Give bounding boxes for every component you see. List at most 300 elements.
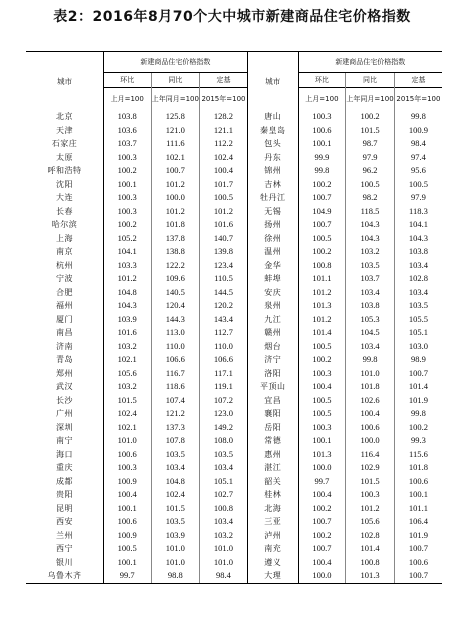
fixed-base-value-left: 120.2	[200, 299, 248, 313]
yoy-value-left: 111.6	[151, 137, 200, 151]
mom-value-left: 100.3	[103, 461, 151, 475]
city-name-right: 平顶山	[247, 380, 298, 394]
fixed-base-value-right: 118.3	[394, 205, 442, 219]
yoy-value-left: 98.8	[151, 569, 200, 583]
fixed-base-value-left: 101.0	[200, 556, 248, 570]
yoy-value-right: 105.6	[346, 515, 395, 529]
fixed-base-base-right: 2015年=100	[394, 88, 442, 111]
mom-value-left: 100.3	[103, 151, 151, 165]
fixed-base-value-left: 143.4	[200, 313, 248, 327]
mom-value-right: 100.5	[298, 232, 346, 246]
mom-value-left: 101.6	[103, 326, 151, 340]
city-name-right: 遵义	[247, 556, 298, 570]
fixed-base-base-left: 2015年=100	[200, 88, 248, 111]
yoy-value-right: 102.8	[346, 529, 395, 543]
yoy-value-right: 118.5	[346, 205, 395, 219]
city-name-left: 南昌	[55, 328, 73, 337]
fixed-base-value-right: 98.9	[394, 353, 442, 367]
yoy-value-right: 101.5	[346, 124, 395, 138]
city-name-right: 桂林	[247, 488, 298, 502]
yoy-value-left: 107.4	[151, 394, 200, 408]
city-name-left: 南宁	[55, 436, 73, 445]
fixed-base-value-left: 105.1	[200, 475, 248, 489]
fixed-base-value-right: 100.2	[394, 421, 442, 435]
yoy-value-left: 138.8	[151, 245, 200, 259]
table-row	[26, 326, 442, 340]
table-row	[26, 394, 442, 408]
table-row	[26, 340, 442, 354]
yoy-value-left: 103.4	[151, 461, 200, 475]
city-name-right: 扬州	[247, 218, 298, 232]
city-name-left: 深圳	[55, 422, 73, 432]
fixed-base-value-left: 144.5	[200, 286, 248, 300]
yoy-value-left: 137.3	[151, 421, 200, 435]
mom-value-right: 99.7	[298, 475, 346, 489]
table-row	[26, 232, 442, 246]
mom-value-right: 101.3	[298, 448, 346, 462]
fixed-base-value-right: 104.3	[394, 232, 442, 246]
city-name-right: 三亚	[247, 515, 298, 529]
yoy-value-right: 100.2	[346, 110, 395, 124]
mom-value-right: 100.4	[298, 380, 346, 394]
city-name-left: 青岛	[55, 355, 73, 364]
city-name-right: 无锡	[247, 205, 298, 219]
mom-value-left: 100.3	[103, 191, 151, 205]
yoy-value-left: 106.6	[151, 353, 200, 367]
city-name-right: 牡丹江	[247, 191, 298, 205]
city-name-right: 烟台	[247, 340, 298, 354]
yoy-value-right: 100.8	[346, 556, 395, 570]
mom-value-right: 100.2	[298, 529, 346, 543]
fixed-base-value-right: 103.5	[394, 299, 442, 313]
table-row	[26, 515, 442, 529]
table-row	[26, 218, 442, 232]
mom-value-right: 100.7	[298, 542, 346, 556]
fixed-base-header-left: 定基	[200, 73, 248, 88]
yoy-value-right: 103.4	[346, 340, 395, 354]
mom-value-right: 100.3	[298, 421, 346, 435]
fixed-base-value-left: 101.2	[200, 205, 248, 219]
fixed-base-value-left: 100.4	[200, 164, 248, 178]
mom-base-right: 上月=100	[298, 88, 346, 111]
fixed-base-value-left: 119.1	[200, 380, 248, 394]
yoy-value-right: 103.2	[346, 245, 395, 259]
mom-value-right: 101.4	[298, 326, 346, 340]
yoy-value-left: 107.8	[151, 434, 200, 448]
yoy-value-left: 102.4	[151, 488, 200, 502]
fixed-base-value-left: 112.2	[200, 137, 248, 151]
yoy-value-left: 140.5	[151, 286, 200, 300]
table-row	[26, 151, 442, 165]
yoy-value-right: 101.3	[346, 569, 395, 583]
mom-value-left: 100.4	[103, 488, 151, 502]
table-row	[26, 529, 442, 543]
index-group-header-right: 新建商品住宅价格指数	[298, 52, 442, 73]
mom-value-left: 101.2	[103, 272, 151, 286]
city-name-right: 九江	[247, 313, 298, 327]
yoy-value-left: 120.4	[151, 299, 200, 313]
mom-base-left: 上月=100	[103, 88, 151, 111]
yoy-value-right: 104.5	[346, 326, 395, 340]
city-name-left: 大连	[55, 193, 73, 202]
mom-value-right: 99.9	[298, 151, 346, 165]
fixed-base-value-left: 139.8	[200, 245, 248, 259]
price-index-table	[26, 51, 442, 584]
city-name-left: 西安	[55, 517, 73, 526]
fixed-base-value-right: 103.4	[394, 286, 442, 300]
fixed-base-value-right: 100.7	[394, 569, 442, 583]
yoy-value-left: 100.0	[151, 191, 200, 205]
yoy-value-right: 103.7	[346, 272, 395, 286]
fixed-base-value-left: 117.1	[200, 367, 248, 381]
city-name-left: 福州	[55, 301, 73, 310]
mom-value-right: 100.5	[298, 394, 346, 408]
fixed-base-value-right: 101.9	[394, 394, 442, 408]
table-row	[26, 569, 442, 583]
fixed-base-value-left: 128.2	[200, 110, 248, 124]
yoy-value-left: 101.2	[151, 205, 200, 219]
mom-value-right: 100.5	[298, 407, 346, 421]
mom-value-left: 102.1	[103, 353, 151, 367]
city-name-right: 安庆	[247, 286, 298, 300]
city-name-right: 泉州	[247, 299, 298, 313]
yoy-value-right: 103.5	[346, 259, 395, 273]
yoy-value-right: 96.2	[346, 164, 395, 178]
yoy-value-left: 121.0	[151, 124, 200, 138]
mom-value-left: 100.6	[103, 515, 151, 529]
city-name-left: 广州	[55, 409, 73, 418]
yoy-value-left: 103.9	[151, 529, 200, 543]
city-name-left: 哈尔滨	[51, 220, 78, 229]
mom-value-right: 100.6	[298, 124, 346, 138]
city-name-right: 金华	[247, 259, 298, 273]
fixed-base-value-right: 100.1	[394, 488, 442, 502]
fixed-base-value-left: 102.4	[200, 151, 248, 165]
fixed-base-value-right: 115.6	[394, 448, 442, 462]
city-name-left: 重庆	[55, 463, 73, 472]
table-row	[26, 475, 442, 489]
city-name-left: 宁波	[55, 274, 73, 283]
table-row	[26, 461, 442, 475]
yoy-value-right: 98.2	[346, 191, 395, 205]
city-name-right: 惠州	[247, 448, 298, 462]
city-name-right: 包头	[247, 137, 298, 151]
fixed-base-value-right: 98.4	[394, 137, 442, 151]
table-row	[26, 380, 442, 394]
mom-value-left: 99.7	[103, 569, 151, 583]
fixed-base-value-left: 103.4	[200, 515, 248, 529]
yoy-value-right: 104.3	[346, 232, 395, 246]
yoy-value-right: 101.5	[346, 475, 395, 489]
yoy-value-right: 101.2	[346, 502, 395, 516]
table-row	[26, 137, 442, 151]
yoy-value-left: 101.0	[151, 542, 200, 556]
yoy-value-left: 125.8	[151, 110, 200, 124]
yoy-value-left: 100.7	[151, 164, 200, 178]
yoy-value-right: 103.4	[346, 286, 395, 300]
fixed-base-value-left: 149.2	[200, 421, 248, 435]
fixed-base-value-left: 103.2	[200, 529, 248, 543]
mom-value-left: 103.2	[103, 340, 151, 354]
yoy-header-left: 同比	[151, 73, 200, 88]
fixed-base-value-left: 106.6	[200, 353, 248, 367]
table-title: 表2：2016年8月70个大中城市新建商品住宅价格指数	[53, 9, 411, 25]
fixed-base-value-left: 101.6	[200, 218, 248, 232]
city-name-left: 乌鲁木齐	[26, 569, 103, 583]
mom-value-left: 102.1	[103, 421, 151, 435]
fixed-base-value-right: 102.8	[394, 272, 442, 286]
yoy-value-right: 101.4	[346, 542, 395, 556]
fixed-base-value-left: 108.0	[200, 434, 248, 448]
yoy-header-right: 同比	[346, 73, 395, 88]
mom-value-left: 101.5	[103, 394, 151, 408]
yoy-value-right: 99.8	[346, 353, 395, 367]
city-name-left: 沈阳	[55, 179, 73, 189]
city-name-left: 成都	[55, 476, 73, 486]
city-name-right: 洛阳	[247, 367, 298, 381]
table-row	[26, 286, 442, 300]
yoy-value-left: 113.0	[151, 326, 200, 340]
table-row	[26, 434, 442, 448]
mom-value-left: 103.3	[103, 259, 151, 273]
yoy-value-left: 101.8	[151, 218, 200, 232]
fixed-base-value-right: 99.8	[394, 407, 442, 421]
mom-value-left: 102.4	[103, 407, 151, 421]
fixed-base-value-right: 100.7	[394, 367, 442, 381]
table-row	[26, 124, 442, 138]
mom-value-left: 105.2	[103, 232, 151, 246]
city-name-left: 天津	[55, 125, 73, 135]
mom-value-right: 100.0	[298, 569, 346, 583]
fixed-base-value-left: 100.5	[200, 191, 248, 205]
fixed-base-value-left: 123.0	[200, 407, 248, 421]
city-name-right: 襄阳	[247, 407, 298, 421]
city-name-left: 郑州	[55, 368, 73, 378]
city-name-right: 赣州	[247, 326, 298, 340]
city-name-left: 厦门	[55, 314, 73, 324]
yoy-value-right: 104.3	[346, 218, 395, 232]
mom-value-right: 100.3	[298, 110, 346, 124]
fixed-base-value-left: 110.0	[200, 340, 248, 354]
fixed-base-value-right: 100.6	[394, 475, 442, 489]
yoy-value-right: 100.4	[346, 407, 395, 421]
yoy-value-right: 116.4	[346, 448, 395, 462]
mom-value-left: 103.9	[103, 313, 151, 327]
fixed-base-value-right: 103.4	[394, 259, 442, 273]
mom-value-right: 101.2	[298, 313, 346, 327]
yoy-value-left: 118.6	[151, 380, 200, 394]
table-row	[26, 245, 442, 259]
table-row	[26, 556, 442, 570]
yoy-value-left: 110.0	[151, 340, 200, 354]
fixed-base-header-right: 定基	[394, 73, 442, 88]
city-name-right: 丹东	[247, 151, 298, 165]
mom-value-left: 100.5	[103, 542, 151, 556]
fixed-base-value-right: 100.5	[394, 178, 442, 192]
yoy-value-left: 116.7	[151, 367, 200, 381]
table-row	[26, 313, 442, 327]
yoy-value-left: 103.5	[151, 448, 200, 462]
fixed-base-value-left: 98.4	[200, 569, 248, 583]
mom-value-left: 103.8	[103, 110, 151, 124]
city-name-right: 常德	[247, 434, 298, 448]
mom-value-right: 100.7	[298, 218, 346, 232]
city-name-right: 济宁	[247, 353, 298, 367]
table-row	[26, 205, 442, 219]
mom-value-right: 101.1	[298, 272, 346, 286]
mom-value-right: 100.4	[298, 556, 346, 570]
mom-value-left: 100.9	[103, 529, 151, 543]
mom-value-left: 100.1	[103, 556, 151, 570]
city-name-right: 温州	[247, 245, 298, 259]
fixed-base-value-right: 101.1	[394, 502, 442, 516]
city-name-right: 秦皇岛	[247, 124, 298, 138]
mom-value-left: 104.3	[103, 299, 151, 313]
city-name-right: 唐山	[247, 110, 298, 124]
mom-value-right: 100.2	[298, 502, 346, 516]
table-row	[26, 367, 442, 381]
yoy-value-right: 103.8	[346, 299, 395, 313]
fixed-base-value-left: 121.1	[200, 124, 248, 138]
mom-value-right: 100.5	[298, 340, 346, 354]
mom-value-right: 100.1	[298, 434, 346, 448]
mom-value-left: 104.1	[103, 245, 151, 259]
city-name-left: 石家庄	[51, 139, 78, 148]
table-row	[26, 421, 442, 435]
fixed-base-value-right: 95.6	[394, 164, 442, 178]
city-name-right: 吉林	[247, 178, 298, 192]
fixed-base-value-left: 112.7	[200, 326, 248, 340]
fixed-base-value-right: 99.3	[394, 434, 442, 448]
city-name-left: 武汉	[55, 382, 73, 391]
fixed-base-value-left: 103.4	[200, 461, 248, 475]
mom-value-left: 100.9	[103, 475, 151, 489]
city-name-right: 南充	[247, 542, 298, 556]
table-row	[26, 259, 442, 273]
mom-value-left: 100.6	[103, 448, 151, 462]
yoy-value-left: 104.8	[151, 475, 200, 489]
mom-value-right: 100.2	[298, 353, 346, 367]
fixed-base-value-left: 123.4	[200, 259, 248, 273]
yoy-value-left: 103.5	[151, 515, 200, 529]
yoy-value-left: 109.6	[151, 272, 200, 286]
yoy-value-left: 122.2	[151, 259, 200, 273]
city-name-right: 大理	[247, 569, 298, 583]
mom-value-left: 100.1	[103, 178, 151, 192]
city-column-header-left: 城市	[26, 52, 103, 111]
mom-value-left: 103.6	[103, 124, 151, 138]
yoy-value-right: 102.6	[346, 394, 395, 408]
city-name-left: 南京	[55, 247, 73, 256]
yoy-value-left: 121.2	[151, 407, 200, 421]
mom-value-right: 100.7	[298, 515, 346, 529]
mom-value-right: 100.2	[298, 245, 346, 259]
fixed-base-value-right: 105.5	[394, 313, 442, 327]
mom-value-left: 104.8	[103, 286, 151, 300]
fixed-base-value-left: 102.7	[200, 488, 248, 502]
yoy-value-right: 105.3	[346, 313, 395, 327]
table-row	[26, 488, 442, 502]
mom-header-left: 环比	[103, 73, 151, 88]
mom-value-left: 100.3	[103, 205, 151, 219]
fixed-base-value-right: 103.8	[394, 245, 442, 259]
mom-value-left: 100.1	[103, 502, 151, 516]
yoy-base-left: 上年同月=100	[151, 88, 200, 111]
fixed-base-value-right: 101.8	[394, 461, 442, 475]
table-row	[26, 407, 442, 421]
fixed-base-value-right: 100.9	[394, 124, 442, 138]
fixed-base-value-right: 100.6	[394, 556, 442, 570]
mom-value-right: 104.9	[298, 205, 346, 219]
fixed-base-value-right: 101.4	[394, 380, 442, 394]
mom-value-right: 100.1	[298, 137, 346, 151]
yoy-value-right: 100.5	[346, 178, 395, 192]
table-row	[26, 164, 442, 178]
mom-value-right: 100.4	[298, 488, 346, 502]
yoy-value-left: 101.2	[151, 178, 200, 192]
mom-value-right: 100.3	[298, 367, 346, 381]
city-name-left: 北京	[55, 112, 73, 121]
mom-value-right: 101.3	[298, 299, 346, 313]
city-name-left: 呼和浩特	[47, 166, 82, 175]
city-column-header-right: 城市	[247, 52, 298, 111]
mom-value-left: 103.2	[103, 380, 151, 394]
city-name-left: 杭州	[55, 260, 73, 270]
yoy-value-left: 101.0	[151, 556, 200, 570]
fixed-base-value-left: 107.2	[200, 394, 248, 408]
yoy-value-right: 101.0	[346, 367, 395, 381]
yoy-value-right: 97.9	[346, 151, 395, 165]
fixed-base-value-right: 104.1	[394, 218, 442, 232]
fixed-base-value-right: 106.4	[394, 515, 442, 529]
city-name-left: 合肥	[55, 287, 73, 297]
mom-value-right: 100.2	[298, 178, 346, 192]
mom-value-right: 100.0	[298, 461, 346, 475]
city-name-right: 泸州	[247, 529, 298, 543]
mom-value-left: 101.0	[103, 434, 151, 448]
city-name-right: 湛江	[247, 461, 298, 475]
fixed-base-value-right: 97.4	[394, 151, 442, 165]
yoy-value-left: 144.3	[151, 313, 200, 327]
fixed-base-value-right: 105.1	[394, 326, 442, 340]
city-name-right: 徐州	[247, 232, 298, 246]
fixed-base-value-right: 103.0	[394, 340, 442, 354]
yoy-value-right: 100.3	[346, 488, 395, 502]
yoy-value-right: 101.8	[346, 380, 395, 394]
city-name-left: 太原	[55, 152, 73, 162]
table-row	[26, 191, 442, 205]
mom-header-right: 环比	[298, 73, 346, 88]
table-row	[26, 299, 442, 313]
yoy-value-left: 137.8	[151, 232, 200, 246]
fixed-base-value-right: 99.8	[394, 110, 442, 124]
table-row	[26, 178, 442, 192]
index-group-header-left: 新建商品住宅价格指数	[103, 52, 247, 73]
mom-value-right: 99.8	[298, 164, 346, 178]
city-name-left: 昆明	[55, 503, 73, 513]
fixed-base-value-left: 100.8	[200, 502, 248, 516]
table-row	[26, 110, 442, 124]
city-name-right: 北海	[247, 502, 298, 516]
yoy-value-right: 102.9	[346, 461, 395, 475]
city-name-left: 海口	[55, 449, 73, 459]
fixed-base-value-right: 97.9	[394, 191, 442, 205]
mom-value-right: 100.8	[298, 259, 346, 273]
city-name-left: 上海	[55, 233, 73, 243]
city-name-left: 长沙	[55, 395, 73, 405]
yoy-base-right: 上年同月=100	[346, 88, 395, 111]
city-name-right: 宜昌	[247, 394, 298, 408]
